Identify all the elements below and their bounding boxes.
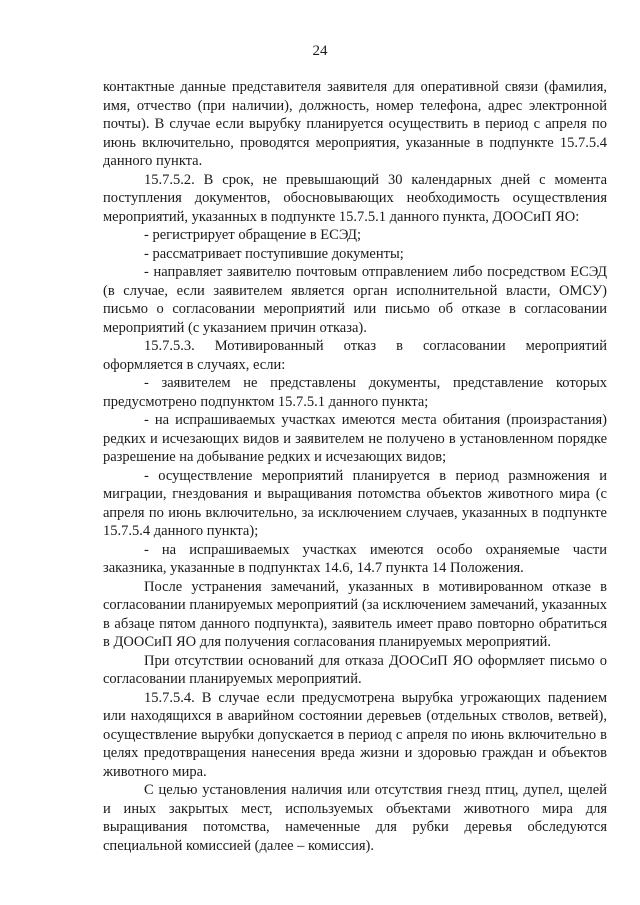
paragraph: 15.7.5.3. Мотивированный отказ в согласовании мероприятий оформляется в случаях, если: (103, 338, 607, 373)
paragraph: С целью установления наличия или отсутствия гнезд птиц, дупел, щелей и иных закрытых мест, используемых объектами животного мира для выращивания потомства, намеченные для рубки деревья обследуются специальной комиссией (далее – комиссия). (103, 782, 607, 854)
list-item: - регистрирует обращение в ЕСЭД; (144, 227, 362, 243)
list-item: - осуществление мероприятий планируется в период размножения и миграции, гнездования и выращивания потомства объектов животного мира (с апреля по июнь включительно, за исключением случаев, указанных в подпункте 15.7.5.4 данного пункта); (103, 467, 607, 539)
list-item: - на испрашиваемых участках имеются места обитания (произрастания) редких и исчезающих видов и заявителем не получено в установленном порядке разрешение на добывание редких и исчезающих видов; (103, 412, 607, 465)
document-body (103, 78, 607, 855)
paragraph: 15.7.5.2. В срок, не превышающий 30 календарных дней с момента поступления документов, обосновывающих необходимость осуществления мероприятий, указанных в подпункте 15.7.5.1 данного пункта, ДООСиП ЯО: (103, 171, 607, 225)
paragraph: контактные данные представителя заявителя для оперативной связи (фамилия, имя, отчество (при наличии), должность, номер телефона, адрес электронной почты). В случае если вырубку планируется осуществить в период с апреля по июнь включительно, проводятся мероприятия, указанные в подпункте 15.7.5.4 данного пункта. (103, 79, 607, 169)
list-item: - на испрашиваемых участках имеются особо охраняемые части заказника, указанные в подпунктах 14.6, 14.7 пункта 14 Положения. (103, 541, 607, 576)
list-item: - заявителем не представлены документы, представление которых предусмотрено подпунктом 15.7.5.1 данного пункта; (103, 375, 607, 410)
paragraph: После устранения замечаний, указанных в мотивированном отказе в согласовании планируемых мероприятий (за исключением замечаний, указанных в абзаце пятом данного подпункта), заявитель имеет право повторно обратиться в ДООСиП ЯО для получения согласования планируемых мероприятий. (103, 578, 607, 650)
list-item: - рассматривает поступившие документы; (144, 245, 404, 262)
paragraph: При отсутствии оснований для отказа ДООСиП ЯО оформляет письмо о согласовании планируемых мероприятий. (103, 652, 607, 687)
paragraph: 15.7.5.4. В случае если предусмотрена вырубка угрожающих падением или находящихся в аварийном состоянии деревьев (отдельных стволов, ветвей), осуществление вырубки допускается в период с апреля по июнь включительно в целях предотвращения нанесения вреда жизни и здоровью граждан и объектов животного мира. (103, 689, 607, 780)
page-number: 24 (312, 43, 328, 59)
list-item: - направляет заявителю почтовым отправлением либо посредством ЕСЭД (в случае, если заявителем является орган исполнительной власти, ОМСУ) письмо о согласовании мероприятий или письмо об отказе в согласовании мероприятий (с указанием причин отказа). (103, 264, 607, 336)
